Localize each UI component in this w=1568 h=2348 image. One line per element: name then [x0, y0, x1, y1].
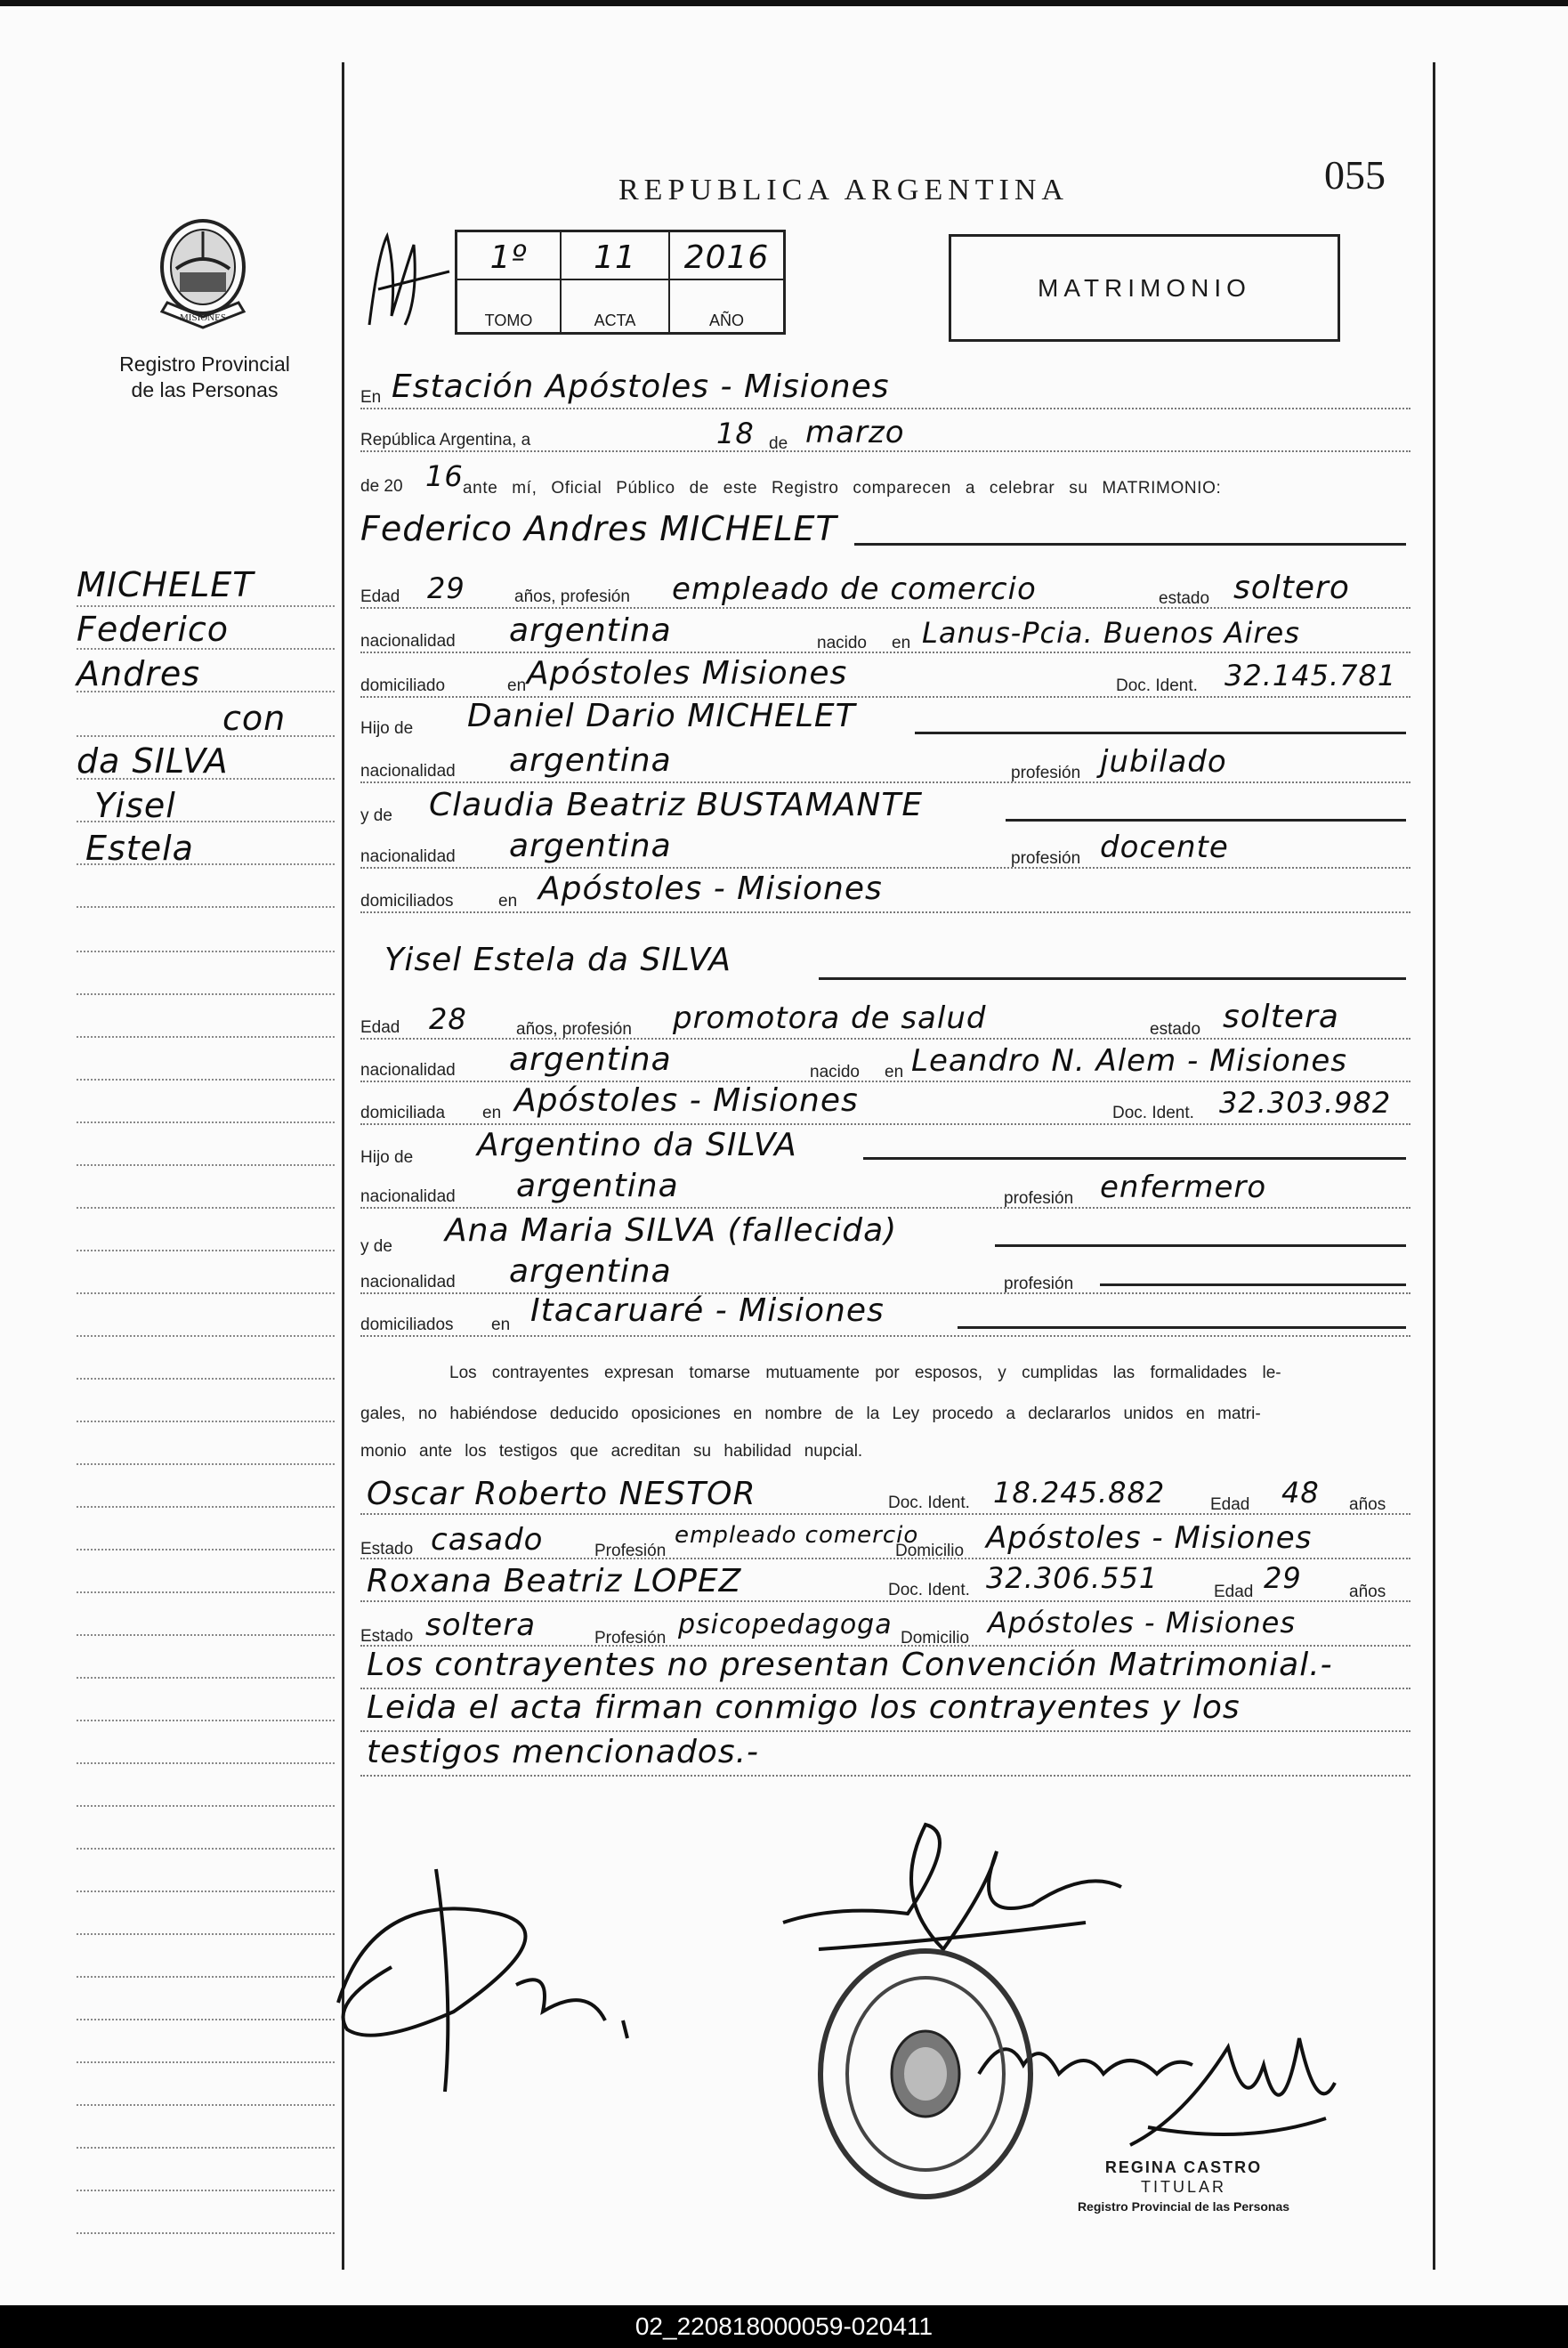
witness2-estado-label: Estado [360, 1627, 414, 1646]
groom-signature [320, 1834, 748, 2101]
witness2-status: soltera [425, 1607, 537, 1643]
de-label: de [769, 434, 788, 453]
acta-cell [562, 232, 670, 332]
witness2-profession-label: Profesión [594, 1629, 667, 1648]
groom-domicile-en-label: en [507, 676, 527, 695]
witness1-profession-label: Profesión [594, 1542, 667, 1560]
bride-doc-label: Doc. Ident. [1112, 1104, 1194, 1122]
registry-line-1: Registro Provincial [119, 352, 290, 376]
act-type: MATRIMONIO [1038, 274, 1251, 302]
witness2-name: Roxana Beatriz LOPEZ [367, 1563, 742, 1599]
tomo-value: 1º [489, 239, 528, 276]
groom-nationality-label: nacionalidad [360, 632, 456, 651]
bride-domicile-en-label: en [482, 1104, 502, 1122]
svg-text:MISIONES: MISIONES [180, 312, 226, 323]
groom-estado-label: estado [1159, 589, 1210, 608]
groom-birth-en-label: en [892, 634, 911, 652]
witness2-profession: psicopedagoga [678, 1609, 893, 1640]
bride-profession: promotora de salud [673, 1000, 987, 1036]
bride-nationality-label: nacionalidad [360, 1061, 456, 1080]
bride-anos-label: años, profesión [516, 1020, 632, 1039]
margin-note-1: MICHELET [77, 565, 255, 604]
registry-name [89, 352, 320, 403]
witness1-age: 48 [1281, 1476, 1320, 1510]
page-number: 055 [1324, 152, 1386, 198]
groom-doc-label: Doc. Ident. [1116, 676, 1198, 695]
groom-parents-domicile: Apóstoles - Misiones [538, 870, 883, 907]
official-stamp [1050, 2158, 1317, 2216]
act-type-box [949, 234, 1340, 342]
witness1-status: casado [431, 1522, 544, 1558]
declaration-line-3: monio ante los testigos que acreditan su habilidad nupcial. [360, 1442, 863, 1461]
official-name: REGINA CASTRO [1104, 2158, 1263, 2176]
notes-line-2: Leida el acta firman conmigo los contrayentes y los [367, 1689, 1241, 1726]
official-title: TITULAR [1140, 2178, 1226, 2196]
margin-initial-signature [352, 218, 458, 343]
file-identifier: 02_220818000059-020411 [0, 2305, 1568, 2348]
groom-mother-yde-label: y de [360, 806, 392, 825]
ano-cell [670, 232, 783, 332]
bride-parents-domicile: Itacaruaré - Misiones [530, 1292, 885, 1329]
bride-father: Argentino da SILVA [477, 1127, 797, 1163]
groom-father-nationality-label: nacionalidad [360, 762, 456, 781]
witness1-doc: 18.245.882 [993, 1476, 1166, 1510]
margin-note-7: Estela [85, 829, 194, 868]
witness2-doc-label: Doc. Ident. [888, 1581, 970, 1599]
ano-label: AÑO [708, 312, 744, 329]
right-rule [1433, 62, 1435, 2270]
margin-note-4: con [222, 699, 287, 738]
acta-label: ACTA [594, 312, 636, 329]
groom-nationality: argentina [509, 612, 672, 649]
tomo-cell [457, 232, 562, 332]
groom-father-nationality: argentina [509, 742, 672, 779]
ano-value: 2016 [683, 239, 770, 276]
bride-father-nationality-label: nacionalidad [360, 1187, 456, 1206]
groom-parents-domicile-en-label: en [498, 892, 518, 911]
bride-mother-nationality-label: nacionalidad [360, 1273, 456, 1291]
groom-civil-status: soltero [1233, 570, 1350, 606]
registry-seal-icon [810, 1940, 1041, 2207]
bride-parents-domicile-en-label: en [491, 1316, 511, 1334]
margin-note-6: Yisel [94, 786, 176, 825]
bride-mother-yde-label: y de [360, 1237, 392, 1256]
bride-mother-nationality: argentina [509, 1253, 672, 1290]
groom-father-profession: jubilado [1100, 744, 1227, 780]
witness1-name: Oscar Roberto NESTOR [367, 1476, 756, 1512]
witness2-domicile-label: Domicilio [901, 1629, 970, 1648]
notes-line-3: testigos mencionados.- [367, 1734, 760, 1770]
groom-father: Daniel Dario MICHELET [467, 698, 856, 734]
year-prefix: de 20 [360, 477, 403, 496]
witness1-domicile: Apóstoles - Misiones [986, 1520, 1313, 1556]
bride-name: Yisel Estela da SILVA [384, 942, 732, 978]
witness1-domicile-label: Domicilio [895, 1542, 965, 1560]
intro-text: ante mí, Oficial Público de este Registro comparecen a celebrar su MATRIMONIO: [463, 479, 1222, 498]
groom-parents-domicile-label: domiciliados [360, 892, 454, 911]
witness2-domicile: Apóstoles - Misiones [988, 1606, 1296, 1640]
margin-note-3: Andres [77, 654, 200, 693]
bride-father-profession-label: profesión [1004, 1189, 1074, 1208]
groom-birthplace: Lanus-Pcia. Buenos Aires [922, 616, 1300, 650]
bride-estado-label: estado [1150, 1020, 1201, 1039]
groom-mother-nationality: argentina [509, 828, 672, 864]
margin-note-5: da SILVA [77, 741, 229, 781]
groom-mother-profession-label: profesión [1011, 849, 1081, 868]
bride-mother-profession-label: profesión [1004, 1275, 1074, 1293]
province-coat-of-arms-icon [150, 214, 256, 338]
declaration-line-1: Los contrayentes expresan tomarse mutuamente por esposos, y cumplidas las formalidades le- [449, 1364, 1281, 1382]
bride-mother: Ana Maria SILVA (fallecida) [445, 1212, 898, 1249]
celebration-month: marzo [805, 415, 905, 450]
bride-hijo-label: Hijo de [360, 1148, 414, 1167]
bride-birth-en-label: en [885, 1063, 904, 1081]
groom-anos-label: años, profesión [514, 587, 630, 606]
en-label: En [360, 388, 382, 407]
official-signature [1112, 2012, 1344, 2172]
bride-domicile-label: domiciliada [360, 1104, 446, 1122]
witness2-edad-label: Edad [1214, 1583, 1254, 1601]
top-border [0, 0, 1568, 6]
witness1-profession: empleado comercio [675, 1522, 919, 1549]
bride-civil-status: soltera [1223, 999, 1339, 1035]
bride-birthplace: Leandro N. Alem - Misiones [911, 1043, 1348, 1079]
republica-label: República Argentina, a [360, 431, 531, 449]
witness2-doc: 32.306.551 [986, 1561, 1159, 1595]
bride-nationality: argentina [509, 1041, 672, 1078]
notes-line-1: Los contrayentes no presentan Convención Matrimonial.- [367, 1647, 1333, 1683]
witness1-estado-label: Estado [360, 1540, 414, 1559]
celebration-place: Estación Apóstoles - Misiones [392, 368, 890, 405]
witness2-anos-label: años [1349, 1583, 1386, 1601]
celebration-day: 18 [716, 417, 755, 450]
groom-doc: 32.145.781 [1224, 659, 1397, 692]
record-reference-box [455, 230, 786, 335]
witness1-edad-label: Edad [1210, 1495, 1250, 1514]
groom-name: Federico Andres MICHELET [360, 509, 837, 548]
bride-father-nationality: argentina [516, 1168, 679, 1204]
bride-edad-label: Edad [360, 1018, 400, 1037]
groom-father-profession-label: profesión [1011, 764, 1081, 782]
official-registry: Registro Provincial de las Personas [1077, 2199, 1290, 2214]
bride-domicile: Apóstoles - Misiones [514, 1082, 859, 1119]
bride-doc: 32.303.982 [1219, 1086, 1392, 1120]
declaration-line-2: gales, no habiéndose deducido oposiciones en nombre de la Ley procedo a declararlos unidos en matri- [360, 1405, 1261, 1423]
groom-profession: empleado de comercio [672, 571, 1037, 607]
groom-domicile: Apóstoles Misiones [527, 655, 848, 692]
groom-edad-label: Edad [360, 587, 400, 606]
groom-age: 29 [427, 571, 465, 605]
bride-father-profession: enfermero [1100, 1170, 1267, 1205]
witness2-age: 29 [1264, 1561, 1302, 1595]
acta-value: 11 [594, 239, 636, 276]
year-suffix: 16 [425, 459, 464, 493]
groom-mother: Claudia Beatriz BUSTAMANTE [429, 787, 924, 823]
groom-nacido-label: nacido [817, 634, 867, 652]
bride-nacido-label: nacido [810, 1063, 860, 1081]
witness1-anos-label: años [1349, 1495, 1386, 1514]
witness1-doc-label: Doc. Ident. [888, 1494, 970, 1512]
groom-hijo-label: Hijo de [360, 719, 414, 738]
groom-mother-nationality-label: nacionalidad [360, 847, 456, 866]
margin-note-2: Federico [77, 610, 230, 649]
bride-age: 28 [429, 1002, 467, 1036]
groom-mother-profession: docente [1100, 830, 1229, 865]
registry-line-2: de las Personas [131, 378, 279, 401]
bride-parents-domicile-label: domiciliados [360, 1316, 454, 1334]
country-title: REPUBLICA ARGENTINA [618, 174, 1069, 206]
tomo-label: TOMO [484, 312, 533, 329]
groom-domicile-label: domiciliado [360, 676, 446, 695]
